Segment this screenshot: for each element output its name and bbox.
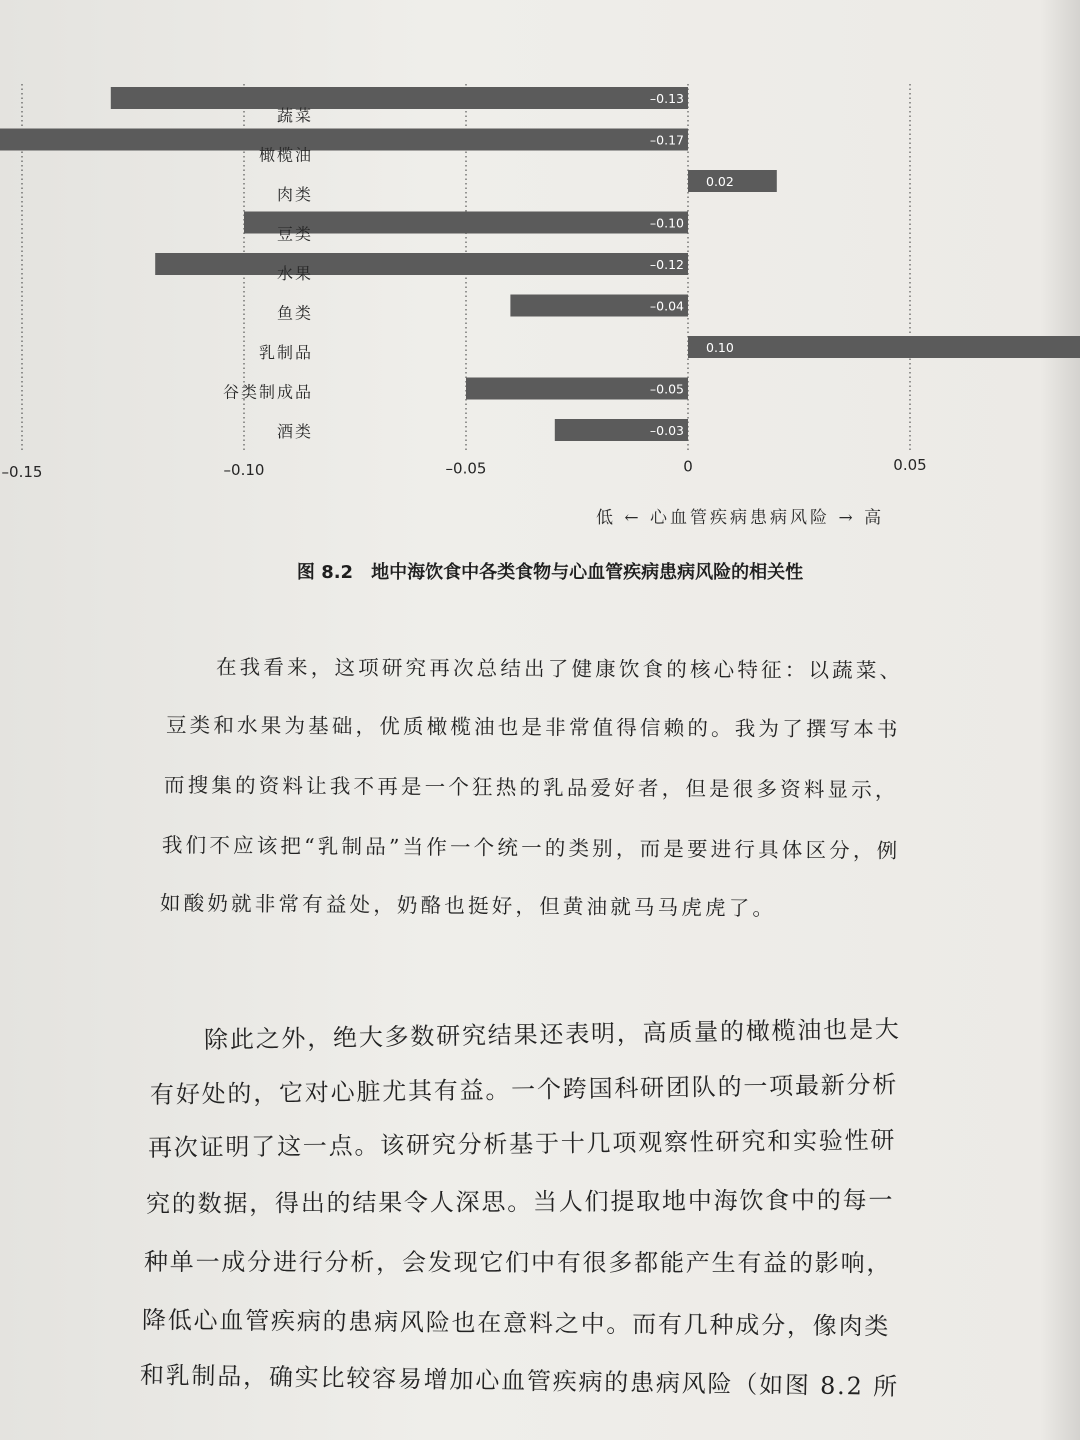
bar-data-label: –0.13 (649, 91, 684, 106)
text-line: 如酸奶就非常有益处，奶酪也挺好，但黄油就马马虎虎了。 (159, 891, 777, 921)
category-label: 豆类 (276, 224, 313, 244)
bar-data-label: –0.05 (649, 381, 684, 397)
x-tick-label: –0.15 (1, 463, 43, 481)
category-label: 乳制品 (258, 343, 313, 362)
bar (155, 253, 688, 275)
correlation-bar-chart (0, 0, 1080, 500)
text-line: 除此之外，绝大多数研究结果还表明，高质量的橄榄油也是大 (203, 1015, 901, 1054)
bar-data-label: 0.10 (706, 340, 734, 355)
text-line: 而搜集的资料让我不再是一个狂热的乳品爱好者，但是很多资料显示， (163, 773, 899, 803)
bar (688, 336, 1080, 358)
x-tick-label: –0.05 (445, 459, 487, 478)
text-line: 有好处的，它对心脏尤其有益。一个跨国科研团队的一项最新分析 (149, 1070, 899, 1109)
figure-caption: 图 8.2 地中海饮食中各类食物与心血管疾病患病风险的相关性 (296, 562, 804, 583)
text-line: 究的数据，得出的结果令人深思。当人们提取地中海饮食中的每一 (145, 1186, 895, 1218)
text-line: 我们不应该把“乳制品”当作一个统一的类别，而是要进行具体区分，例 (161, 833, 901, 863)
x-tick-label: 0.05 (893, 455, 927, 474)
bar-data-label: –0.10 (649, 215, 684, 231)
bar-data-label: 0.02 (706, 174, 734, 189)
category-label: 肉类 (276, 185, 313, 204)
bar-data-label: –0.17 (649, 132, 684, 148)
text-line: 种单一成分进行分析，会发现它们中有很多都能产生有益的影响， (143, 1248, 893, 1278)
category-label: 谷类制成品 (222, 382, 313, 402)
text-line: 再次证明了这一点。该研究分析基于十几项观察性研究和实验性研 (147, 1126, 897, 1162)
category-label: 酒类 (276, 422, 313, 441)
x-tick-label: –0.10 (223, 461, 265, 480)
category-label: 橄榄油 (258, 145, 313, 165)
text-line: 在我看来，这项研究再次总结出了健康饮食的核心特征：以蔬菜、 (215, 655, 904, 683)
text-line: 豆类和水果为基础，优质橄榄油也是非常值得信赖的。我为了撰写本书 (165, 713, 901, 742)
bar-data-label: –0.12 (649, 257, 684, 272)
bar (0, 129, 688, 151)
text-line: 降低心血管疾病的患病风险也在意料之中。而有几种成分，像肉类 (141, 1306, 891, 1341)
category-label: 鱼类 (276, 303, 313, 323)
category-label: 水果 (276, 264, 313, 283)
category-label: 蔬菜 (276, 106, 313, 125)
bar (111, 87, 688, 109)
x-axis-label: 低 ← 心血管疾病患病风险 → 高 (596, 508, 885, 528)
bar-data-label: –0.04 (649, 298, 684, 314)
x-tick-label: 0 (683, 457, 693, 476)
bar-data-label: –0.03 (649, 423, 684, 438)
text-line: 和乳制品，确实比较容易增加心血管疾病的患病风险（如图 8.2 所 (139, 1361, 900, 1401)
